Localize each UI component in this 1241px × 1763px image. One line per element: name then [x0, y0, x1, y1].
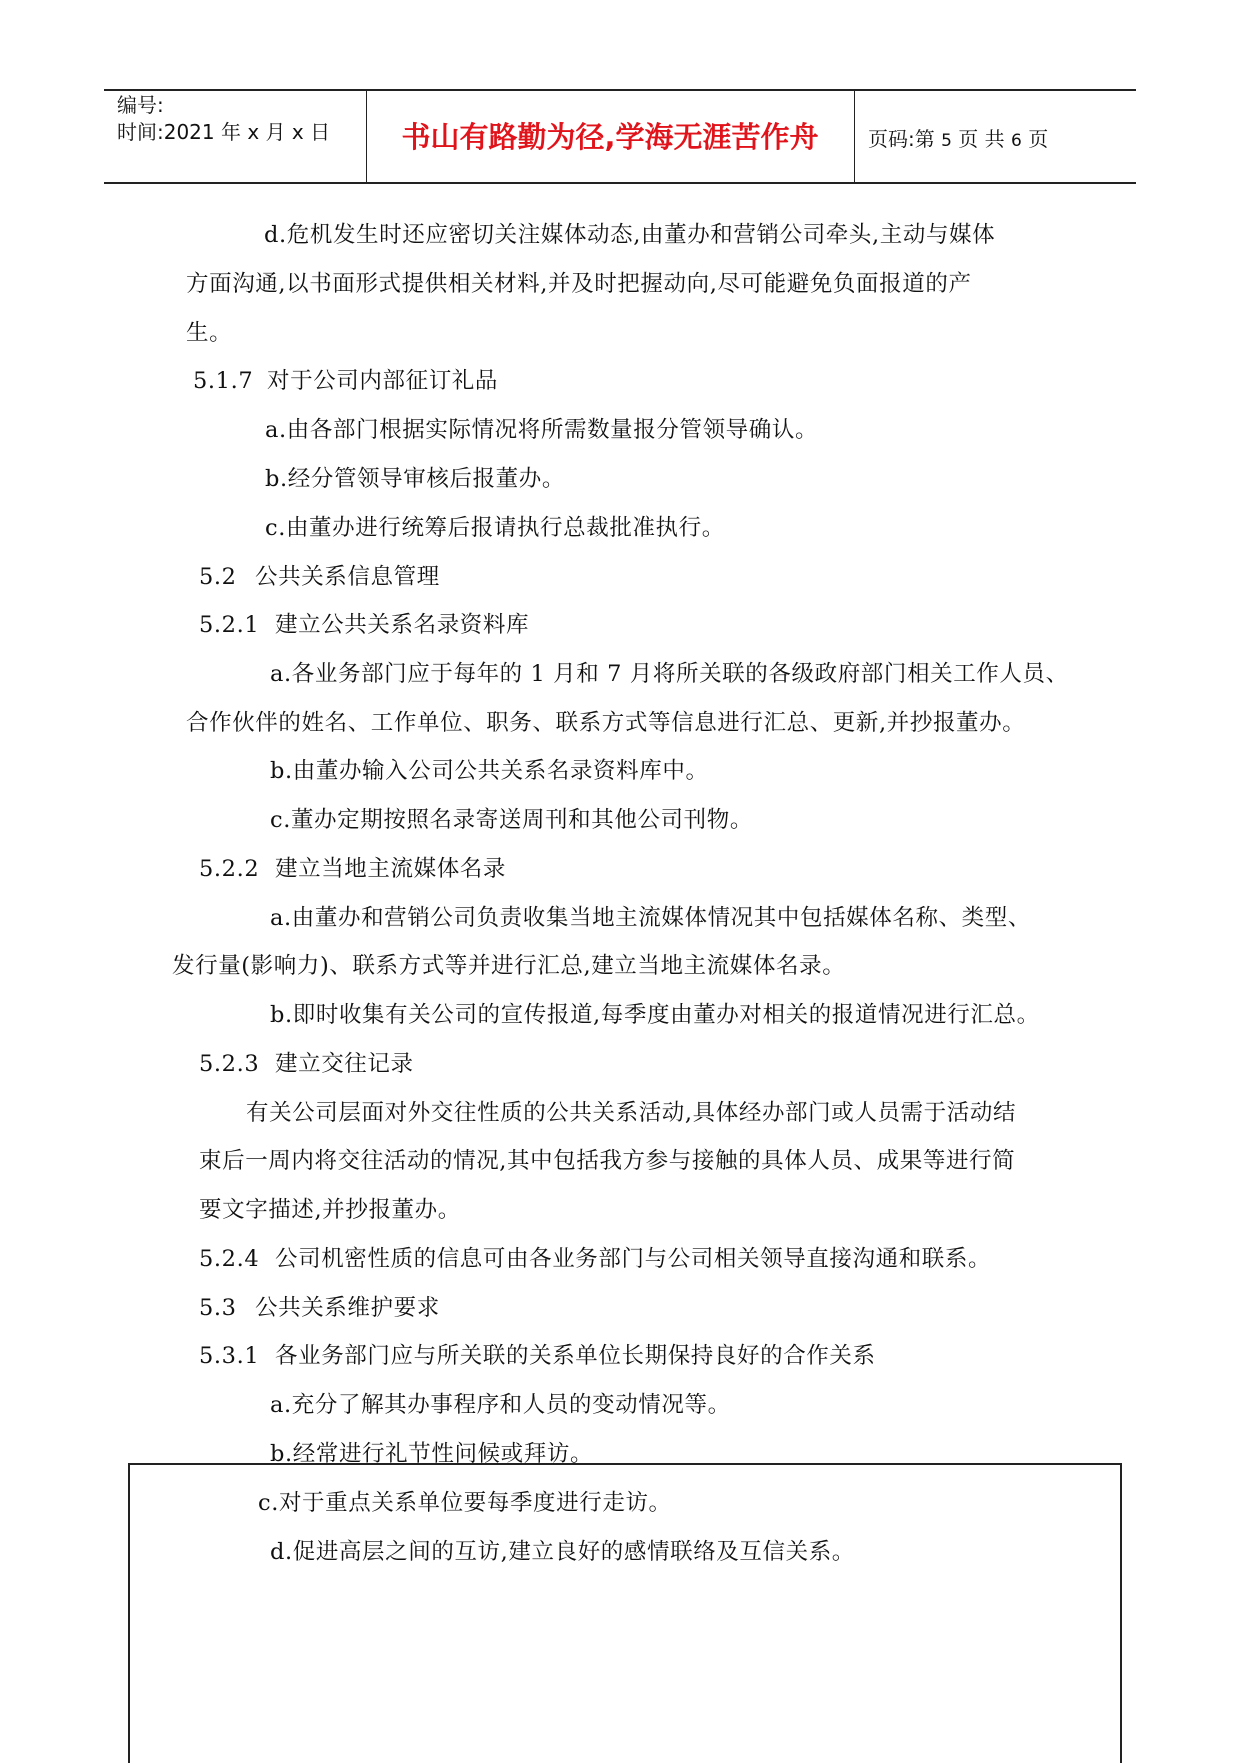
section-number: 5.3 — [199, 1295, 237, 1321]
paragraph-line: 要文字描述,并抄报董办。 — [199, 1197, 461, 1223]
page-total: 6 — [1011, 131, 1022, 151]
page-label-mid: 页 共 — [958, 127, 1005, 151]
section-heading-5-2-2 — [199, 845, 506, 894]
header-meta — [117, 92, 330, 146]
section-number: 5.1.7 — [193, 368, 254, 394]
paragraph-line: 生。 — [186, 320, 233, 346]
header-motto: 书山有路勤为径,学海无涯苦作舟 — [401, 120, 819, 154]
page-indicator — [868, 123, 1048, 152]
section-title: 建立当地主流媒体名录 — [275, 856, 507, 882]
section-title: 公共关系维护要求 — [255, 1295, 440, 1321]
paragraph-line: 合作伙伴的姓名、工作单位、职务、联系方式等信息进行汇总、更新,并抄报董办。 — [186, 710, 1026, 736]
section-title: 建立公共关系名录资料库 — [275, 612, 530, 638]
paragraph-line: 方面沟通,以书面形式提供相关材料,并及时把握动向,尽可能避免负面报道的产 — [186, 271, 972, 297]
section-number: 5.2 — [199, 564, 237, 590]
list-item: b.即时收集有关公司的宣传报道,每季度由董办对相关的报道情况进行汇总。 — [270, 1002, 1040, 1028]
paragraph-line: a.由董办和营销公司负责收集当地主流媒体情况其中包括媒体名称、类型、 — [270, 905, 1031, 931]
list-item: b.由董办输入公司公共关系名录资料库中。 — [270, 758, 709, 784]
section-heading-5-3 — [199, 1284, 440, 1333]
page-label-suffix: 页 — [1028, 127, 1049, 151]
section-title: 各业务部门应与所关联的关系单位长期保持良好的合作关系 — [275, 1343, 876, 1369]
page-current: 5 — [941, 131, 952, 151]
list-item: a.由各部门根据实际情况将所需数量报分管领导确认。 — [265, 417, 819, 443]
list-item: b.经常进行礼节性问候或拜访。 — [270, 1441, 594, 1467]
section-title: 公司机密性质的信息可由各业务部门与公司相关领导直接沟通和联系。 — [275, 1246, 992, 1272]
list-item: c.对于重点关系单位要每季度进行走访。 — [258, 1490, 672, 1516]
header-top-rule — [104, 89, 1136, 91]
list-item: c.由董办进行统筹后报请执行总裁批准执行。 — [265, 515, 725, 541]
paragraph-line: a.各业务部门应于每年的 1 月和 7 月将所关联的各级政府部门相关工作人员、 — [270, 661, 1069, 687]
section-title: 对于公司内部征订礼品 — [267, 368, 499, 394]
list-item: b.经分管领导审核后报董办。 — [265, 466, 565, 492]
header-bottom-rule — [104, 182, 1136, 184]
section-heading-5-2-3 — [199, 1040, 414, 1089]
section-number: 5.3.1 — [199, 1343, 260, 1369]
paragraph-line: 束后一周内将交往活动的情况,其中包括我方参与接触的具体人员、成果等进行简 — [199, 1148, 1016, 1174]
section-title: 公共关系信息管理 — [255, 564, 440, 590]
list-item: a.充分了解其办事程序和人员的变动情况等。 — [270, 1392, 731, 1418]
header-divider — [854, 90, 855, 182]
paragraph-line: d.危机发生时还应密切关注媒体动态,由董办和营销公司牵头,主动与媒体 — [264, 222, 996, 248]
document-number-label: 编号: — [117, 93, 164, 117]
section-number: 5.2.4 — [199, 1246, 260, 1272]
list-item: c.董办定期按照名录寄送周刊和其他公司刊物。 — [270, 807, 753, 833]
paragraph-line: 有关公司层面对外交往性质的公共关系活动,具体经办部门或人员需于活动结 — [246, 1100, 1017, 1126]
paragraph-line: 发行量(影响力)、联系方式等并进行汇总,建立当地主流媒体名录。 — [172, 953, 846, 979]
section-number: 5.2.3 — [199, 1051, 260, 1077]
section-title: 建立交往记录 — [275, 1051, 414, 1077]
section-number: 5.2.2 — [199, 856, 260, 882]
list-item: d.促进高层之间的互访,建立良好的感情联络及互信关系。 — [270, 1539, 855, 1565]
page-label-prefix: 页码:第 — [868, 127, 935, 151]
section-heading-5-2-4 — [199, 1235, 991, 1284]
document-time-label: 时间:2021 年 x 月 x 日 — [117, 120, 331, 144]
section-heading-5-2 — [199, 553, 440, 602]
section-heading-5-3-1 — [199, 1332, 876, 1381]
section-heading-5-1-7 — [193, 357, 498, 406]
section-heading-5-2-1 — [199, 601, 529, 650]
section-number: 5.2.1 — [199, 612, 260, 638]
